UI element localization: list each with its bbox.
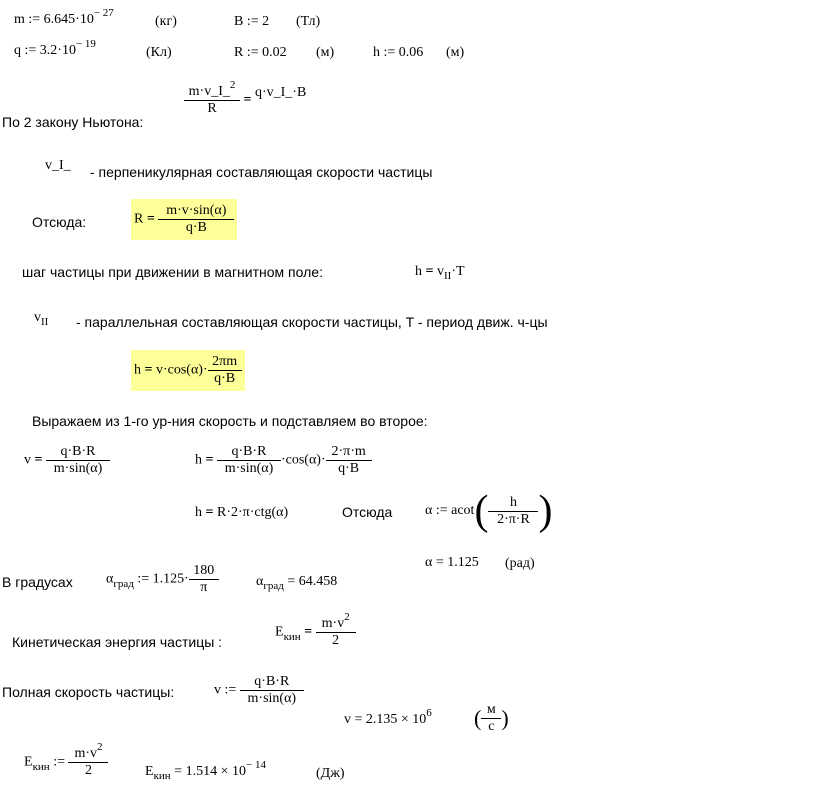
hence-label: Отсюда <box>342 504 393 520</box>
ekin-result <box>145 759 266 782</box>
fs-result: v = 2.135 × 10 <box>344 712 427 727</box>
alpha-unit: (рад) <box>505 556 535 571</box>
step-formula: $h = v_{II}\cdot T$ <box>415 264 465 282</box>
q-exponent: − 19 <box>75 38 96 50</box>
ekin-fraction <box>68 741 108 779</box>
ekin-unit: (Дж) <box>316 766 345 781</box>
alpha-def-numerator: h <box>509 494 517 510</box>
q-value: q := 3.2·10 <box>14 43 76 58</box>
fs-fraction <box>240 674 304 707</box>
v-expression: v = $\frac{q\cdot B\cdot R}{m\cdot\sin(\alpha)}$ <box>24 444 110 477</box>
h-definition: h := 0.06 <box>373 45 424 60</box>
vexpr-numerator: q·B·R <box>60 444 96 459</box>
hsub-fraction2 <box>326 444 372 477</box>
kinetic-label: Кинетическая энергия частицы : <box>12 634 223 650</box>
hsub-denominator2: q·B <box>326 460 372 477</box>
fullspeed-result <box>344 707 432 728</box>
B-definition: B := 2 <box>234 14 270 29</box>
h-formula: h = v·cos(α)· $\frac{2\pi m}{q\cdot B}$ <box>131 350 245 391</box>
deg-res-sub: град <box>263 580 284 592</box>
vpar-v: v <box>34 310 41 325</box>
ekin-numerator: m·v <box>74 746 98 761</box>
R-definition: R := 0.02 <box>234 45 287 60</box>
vexpr-denominator: m·sin(α) <box>46 460 110 477</box>
deg-assign: := 1.125· <box>137 571 189 587</box>
ekin-res-E: E <box>145 764 154 779</box>
radius-numerator: m·v·sin(α) <box>166 203 227 218</box>
radius-fraction <box>158 203 234 236</box>
q-unit: (Кл) <box>146 45 172 60</box>
hformula-numerator: 2πm <box>212 354 238 369</box>
hformula-mid: v·cos(α)· <box>155 362 208 378</box>
vpar-sub: II <box>41 316 49 328</box>
h-ctg-formula: h = R·2·π·ctg(α) <box>195 505 289 520</box>
hctg-rhs: R·2·π·ctg(α) <box>216 505 289 520</box>
kin-exponent: 2 <box>344 611 350 623</box>
hsub-numerator1: q·B·R <box>231 444 267 459</box>
degrees-label: В градусах <box>2 574 73 590</box>
step-lhs: h <box>415 264 422 279</box>
fs-unit-den: с <box>481 718 501 735</box>
h-unit: (м) <box>446 45 465 60</box>
step-sub: II <box>443 270 452 282</box>
kin-denominator: 2 <box>316 632 356 649</box>
hsub-lhs: h <box>195 452 202 468</box>
newton-exponent: 2 <box>229 79 236 91</box>
deg-numerator: 180 <box>193 563 215 578</box>
fs-lhs: v := <box>214 682 237 698</box>
hctg-lhs: h <box>195 505 202 520</box>
newton-fraction <box>184 79 240 117</box>
ekin-formula <box>24 741 108 779</box>
fs-unit-fraction <box>481 702 501 735</box>
kin-fraction <box>316 611 356 649</box>
B-unit: (Тл) <box>296 14 321 29</box>
hformula-fraction <box>208 354 242 387</box>
ekin-denominator: 2 <box>68 762 108 779</box>
fs-denominator: m·sin(α) <box>240 690 304 707</box>
newton-label: По 2 закону Ньютона: <box>2 114 144 130</box>
fs-numerator: q·B·R <box>254 674 290 689</box>
newton-denominator: R <box>184 100 240 117</box>
vperp-description: - перпеникулярная составляющая скорости частицы <box>90 164 433 180</box>
kinetic-formula: $E_{кин}$ = $\frac{m\cdot v^2}{2}$ <box>275 616 356 649</box>
radius-label: Отсюда: <box>32 214 87 230</box>
kin-numerator: m·v <box>321 616 345 631</box>
ekin-res-value: = 1.514 × 10 <box>174 764 246 779</box>
q-definition <box>14 38 96 59</box>
alpha-def-lhs: α := acot <box>425 503 475 519</box>
alpha-result: α = 1.125 <box>425 555 479 570</box>
R-unit: (м) <box>316 45 335 60</box>
ekin-res-exponent: − 14 <box>245 759 266 771</box>
hsub-numerator2: 2·π·m <box>331 444 366 459</box>
fullspeed-unit: ( $\frac{м}{с}$ ) <box>474 702 509 734</box>
ekin-sub: кин <box>32 760 50 773</box>
step-T: ·T <box>451 264 465 279</box>
vexpr-lhs: v <box>24 452 31 468</box>
vperp-symbol: v_I_ <box>45 158 71 173</box>
deg-denominator: π <box>189 579 219 596</box>
fullspeed-formula <box>214 674 304 707</box>
alpha-def-denominator: 2·π·R <box>488 511 538 528</box>
alpha-definition: α := acot( $\frac{h}{2\cdot\pi\cdot R}$ ) <box>425 488 553 534</box>
radius-lhs: R <box>134 211 144 227</box>
m-exponent: − 27 <box>93 7 114 19</box>
kin-E: E <box>275 624 284 640</box>
deg-fraction <box>189 563 219 596</box>
degrees-result <box>256 574 337 590</box>
newton-equation: $\frac{m\cdot v\_I\_^2}{R}$ = q·v_I_·B <box>184 84 306 117</box>
step-label: шаг частицы при движении в магнитном поле: <box>22 264 323 280</box>
hformula-denominator: q·B <box>208 370 242 387</box>
degrees-formula <box>106 563 219 596</box>
m-unit: (кг) <box>155 14 177 29</box>
deg-res-value: = 64.458 <box>287 574 338 589</box>
newton-rhs: q·v_I_·B <box>254 84 307 100</box>
deg-res-alpha: α <box>256 574 264 589</box>
ekin-res-sub: кин <box>153 770 171 782</box>
fs-exponent: 6 <box>426 707 432 719</box>
radius-denominator: q·B <box>158 219 234 236</box>
ekin-exponent: 2 <box>97 741 103 753</box>
kin-sub: кин <box>283 630 301 643</box>
express-label: Выражаем из 1-го ур-ния скорость и подставляем во второе: <box>32 413 428 429</box>
step-v: v <box>436 264 444 279</box>
ekin-assign: := <box>53 754 65 770</box>
m-definition <box>14 7 114 28</box>
alpha-def-fraction <box>488 495 538 528</box>
m-value: m := 6.645·10 <box>14 12 94 27</box>
deg-sub: град <box>113 577 134 590</box>
deg-alpha: α <box>106 571 114 587</box>
fs-unit-num: м <box>486 702 496 717</box>
vexpr-fraction <box>46 444 110 477</box>
vpar-symbol <box>34 310 48 326</box>
vpar-description: - параллельная составляющая скорости частицы, T - период движ. ч-цы <box>76 314 548 330</box>
hformula-lhs: h <box>134 362 141 378</box>
newton-numerator: m·v_I_ <box>188 84 230 99</box>
ekin-E: E <box>24 754 33 770</box>
hsub-denominator1: m·sin(α) <box>217 460 281 477</box>
hsub-mid: ·cos(α)· <box>280 452 326 468</box>
hsub-fraction1 <box>217 444 281 477</box>
radius-formula: R = $\frac{m\cdot v\cdot\sin(\alpha)}{q\cdot B}$ <box>131 199 237 240</box>
fullspeed-label: Полная скорость частицы: <box>2 684 175 700</box>
h-substitution: h = $\frac{q\cdot B\cdot R}{m\cdot\sin(\alpha)}$ ·cos(α)· $\frac{2\cdot\pi\cdot m}{q\cdot B}$ <box>195 444 372 477</box>
